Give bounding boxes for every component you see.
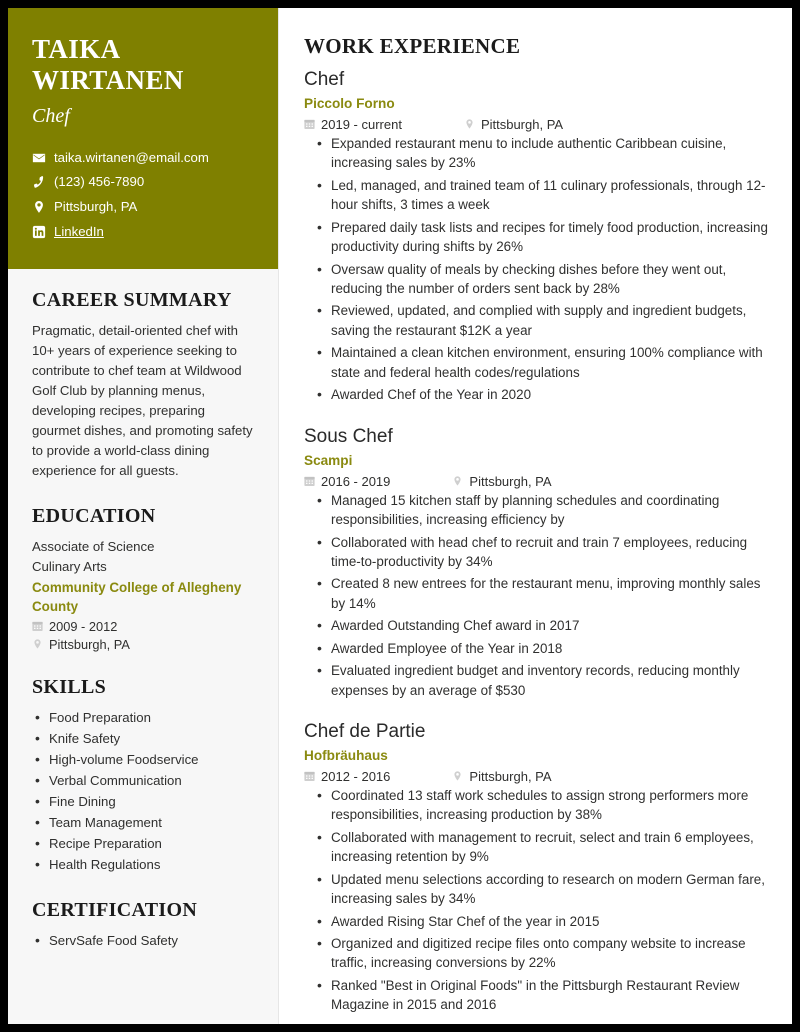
skills-heading: SKILLS <box>32 675 107 698</box>
list-item: • Organized and digitized recipe files onto company website to increase traffic, increasing conversions by 22% <box>304 934 770 973</box>
phone-icon <box>32 175 46 189</box>
list-item: • Verbal Communication <box>32 771 254 791</box>
list-item: • Expanded restaurant menu to include authentic Caribbean cuisine, increasing sales by 23% <box>304 134 770 173</box>
page-title: TAIKA WIRTANEN <box>32 34 184 96</box>
job-location <box>452 474 551 489</box>
envelope-icon <box>32 151 46 165</box>
contact-linkedin[interactable] <box>32 222 254 242</box>
job-bullets <box>304 786 770 1015</box>
career-summary-text: Pragmatic, detail-oriented chef with 10+ years of experience seeking to contribute to chef team at Wildwood Golf Club by planning menus, developing recipes, preparing gourmet dishes, and promoting safety to provide a world-class dining experience for all guests. <box>32 322 253 479</box>
job-meta <box>304 769 770 784</box>
calendar-icon <box>304 770 315 782</box>
education-heading: EDUCATION <box>32 505 156 528</box>
job-company: Hofbräuhaus <box>304 747 388 763</box>
job-company: Piccolo Forno <box>304 95 395 111</box>
job-location <box>452 769 551 784</box>
linkedin-icon <box>32 225 46 239</box>
list-item: • Oversaw quality of meals by checking dishes before they went out, reducing the number of orders sent back by 28% <box>304 260 770 299</box>
job-meta <box>304 117 770 132</box>
sidebar-body <box>8 269 278 977</box>
job-meta <box>304 474 770 489</box>
list-item: • Prepared daily task lists and recipes for timely food production, increasing productivity during shifts by 26% <box>304 218 770 257</box>
list-item: • Maintained a clean kitchen environment, ensuring 100% compliance with state and federal health codes/regulations <box>304 343 770 382</box>
list-item: • High-volume Foodservice <box>32 750 254 770</box>
list-item: • Managed 15 kitchen staff by planning schedules and coordinating responsibilities, increasing efficiency by <box>304 491 770 530</box>
job-dates-text: 2016 - 2019 <box>321 473 391 489</box>
skills-list <box>32 708 254 876</box>
list-item: • Coordinated 13 staff work schedules to assign strong performers more responsibilities, increasing production by 38% <box>304 786 770 825</box>
job-entry <box>304 68 770 405</box>
list-item: • Recipe Preparation <box>32 834 254 854</box>
list-item: • Knife Safety <box>32 729 254 749</box>
job-entry <box>304 720 770 1015</box>
contact-location <box>32 197 254 217</box>
list-item: • Health Regulations <box>32 855 254 875</box>
location-pin-icon <box>32 200 46 214</box>
job-dates <box>304 474 390 489</box>
contact-list <box>32 148 254 242</box>
job-location-text: Pittsburgh, PA <box>469 473 552 489</box>
job-bullets <box>304 134 770 405</box>
job-role: Chef <box>304 69 345 90</box>
calendar-icon <box>304 118 315 130</box>
list-item: • Ranked "Best in Original Foods" in the Pittsburgh Restaurant Review Magazine in 2015 and 2016 <box>304 976 770 1015</box>
work-experience-heading: WORK EXPERIENCE <box>304 34 521 58</box>
list-item: • Created 8 new entrees for the restaurant menu, improving monthly sales by 14% <box>304 574 770 613</box>
job-location-text: Pittsburgh, PA <box>469 768 552 784</box>
list-item: • Awarded Employee of the Year in 2018 <box>304 639 770 658</box>
certification-list <box>32 931 254 951</box>
education-degree: Associate of Science <box>32 539 155 555</box>
list-item: • Food Preparation <box>32 708 254 728</box>
list-item: • ServSafe Food Safety <box>32 931 254 951</box>
resume-page <box>8 8 792 1024</box>
profile-job-title: Chef <box>32 104 70 127</box>
job-dates <box>304 117 402 132</box>
job-dates-text: 2019 - current <box>321 116 402 132</box>
main-content <box>279 8 792 1024</box>
job-location <box>464 117 563 132</box>
location-pin-icon <box>452 475 463 487</box>
list-item: • Collaborated with head chef to recruit and train 7 employees, reducing time-to-productivity by 34% <box>304 533 770 572</box>
calendar-icon <box>32 620 43 632</box>
list-item: • Awarded Chef of the Year in 2020 <box>304 385 770 404</box>
education-field: Culinary Arts <box>32 559 107 575</box>
job-dates-text: 2012 - 2016 <box>321 768 391 784</box>
job-bullets <box>304 491 770 700</box>
location-pin-icon <box>452 770 463 782</box>
list-item: • Updated menu selections according to research on modern German fare, increasing sales by 34% <box>304 870 770 909</box>
job-entry <box>304 425 770 700</box>
education-dates <box>32 619 254 634</box>
education-location <box>32 637 254 652</box>
education-school: Community College of Allegheny County <box>32 579 242 614</box>
profile-header <box>8 8 278 269</box>
list-item: • Evaluated ingredient budget and inventory records, reducing monthly expenses by an average of $530 <box>304 661 770 700</box>
job-company: Scampi <box>304 452 353 468</box>
job-role: Sous Chef <box>304 425 393 447</box>
job-location-text: Pittsburgh, PA <box>480 116 564 132</box>
location-pin-icon <box>464 118 475 130</box>
list-item: • Collaborated with management to recruit, select and train 6 employees, increasing retention by 9% <box>304 828 770 867</box>
list-item: • Awarded Rising Star Chef of the year in 2015 <box>304 912 770 931</box>
contact-phone-text: (123) 456-7890 <box>54 174 145 190</box>
contact-location-text: Pittsburgh, PA <box>54 199 138 215</box>
list-item: • Led, managed, and trained team of 11 culinary professionals, through 12-hour shifts, 3 times a week <box>304 176 770 215</box>
contact-linkedin-text[interactable]: LinkedIn <box>54 224 104 240</box>
education-dates-text: 2009 - 2012 <box>49 618 118 634</box>
certification-heading: CERTIFICATION <box>32 899 198 922</box>
contact-email[interactable] <box>32 148 254 168</box>
calendar-icon <box>304 475 315 487</box>
location-pin-icon <box>32 638 43 650</box>
job-dates <box>304 769 390 784</box>
list-item: • Reviewed, updated, and complied with supply and ingredient budgets, saving the restaurant $12K a year <box>304 301 770 340</box>
sidebar <box>8 8 279 1024</box>
contact-phone[interactable] <box>32 172 254 192</box>
education-location-text: Pittsburgh, PA <box>49 636 130 652</box>
job-role: Chef de Partie <box>304 721 426 742</box>
contact-email-text: taika.wirtanen@email.com <box>54 149 209 165</box>
list-item: • Team Management <box>32 813 254 833</box>
career-summary-heading: CAREER SUMMARY <box>32 288 232 311</box>
list-item: • Awarded Outstanding Chef award in 2017 <box>304 616 770 635</box>
list-item: • Fine Dining <box>32 792 254 812</box>
